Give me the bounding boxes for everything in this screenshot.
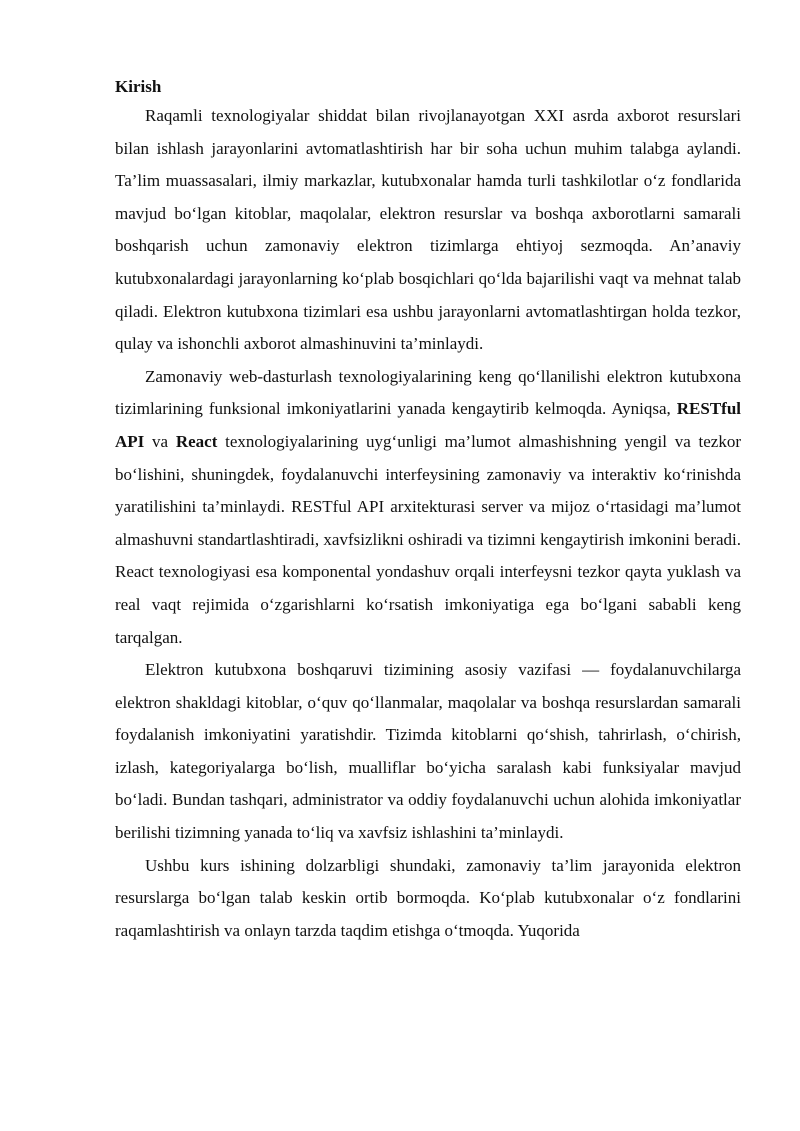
paragraph-1	[115, 100, 741, 361]
paragraph-2	[115, 361, 741, 654]
paragraph-4-text: Ushbu kurs ishining dolzarbligi shundaki, zamonaviy ta’lim jarayonida elektron resurslarga bo‘lgan talab keskin ortib bormoqda. Ko‘plab kutubxonalar o‘z fondlarini raqamlashtirish va onlayn tarzda taqdim etishga o‘tmoqda. Yuqorida	[115, 855, 741, 940]
paragraph-3-text: Elektron kutubxona boshqaruvi tizimining asosiy vazifasi — foydalanuvchilarga elektron shakldagi kitoblar, o‘quv qo‘llanmalar, maqolalar va boshqa resurslardan samarali foydalanish imkoniyatini yaratishdir. Tizimda kitoblarni qo‘shish, tahrirlash, o‘chirish, izlash, kategoriyalarga bo‘lish, mualliflar bo‘yicha saralash kabi funksiyalar mavjud bo‘ladi. Bundan tashqari, administrator va oddiy foydalanuvchi uchun alohida imkoniyatlar berilishi tizimning yanada to‘liq va xavfsiz ishlashini ta’minlaydi.	[115, 660, 741, 843]
section-heading: Kirish	[115, 77, 162, 96]
paragraph-2-text-a: Zamonaviy web-dasturlash texnologiyalarining keng qo‘llanilishi elektron kutubxona tizimlarining funksional imkoniyatlarini yanada kengaytirib kelmoqda. Ayniqsa,	[115, 366, 741, 419]
restful-api-term: RESTful API	[115, 399, 741, 451]
paragraph-2-text-c: texnologiyalarining uyg‘unligi ma’lumot almashishning yengil va tezkor bo‘lishini, shuningdek, foydalanuvchi interfeysining zamonaviy va interaktiv ko‘rinishda yaratilishini ta’minlaydi. RESTful API arxitekturasi server va mijoz o‘rtasidagi ma’lumot almashuvni standartlashtiradi, xavfsizlikni oshiradi va tizimni kengaytirish imkonini beradi. React texnologiyasi esa komponental yondashuv orqali interfeysni tezkor qayta yuklash va real vaqt rejimida o‘zgarishlarni ko‘rsatish imkoniyatiga ega bo‘lgani sababli keng tarqalgan.	[115, 431, 742, 647]
document-page	[115, 74, 741, 947]
paragraph-1-text: Raqamli texnologiyalar shiddat bilan rivojlanayotgan XXI asrda axborot resurslari bilan ishlash jarayonlarini avtomatlashtirish har bir soha uchun muhim talabga aylandi. Ta’lim muassasalari, ilmiy markazlar, kutubxonalar hamda turli tashkilotlar o‘z fondlarida mavjud bo‘lgan kitoblar, maqolalar, elektron resurslar va boshqa axborotlarni samarali boshqarish uchun zamonaviy elektron tizimlarga ehtiyoj sezmoqda. An’anaviy kutubxonalardagi jarayonlarning ko‘plab bosqichlari qo‘lda bajarilishi vaqt va mehnat talab qiladi. Elektron kutubxona tizimlari esa ushbu jarayonlarni avtomatlashtirgan holda tezkor, qulay va ishonchli axborot almashinuvini ta’minlaydi.	[115, 106, 741, 354]
paragraph-2-text-b: va	[144, 431, 176, 451]
paragraph-4	[115, 850, 741, 948]
react-term: React	[175, 431, 218, 451]
paragraph-3	[115, 654, 741, 850]
